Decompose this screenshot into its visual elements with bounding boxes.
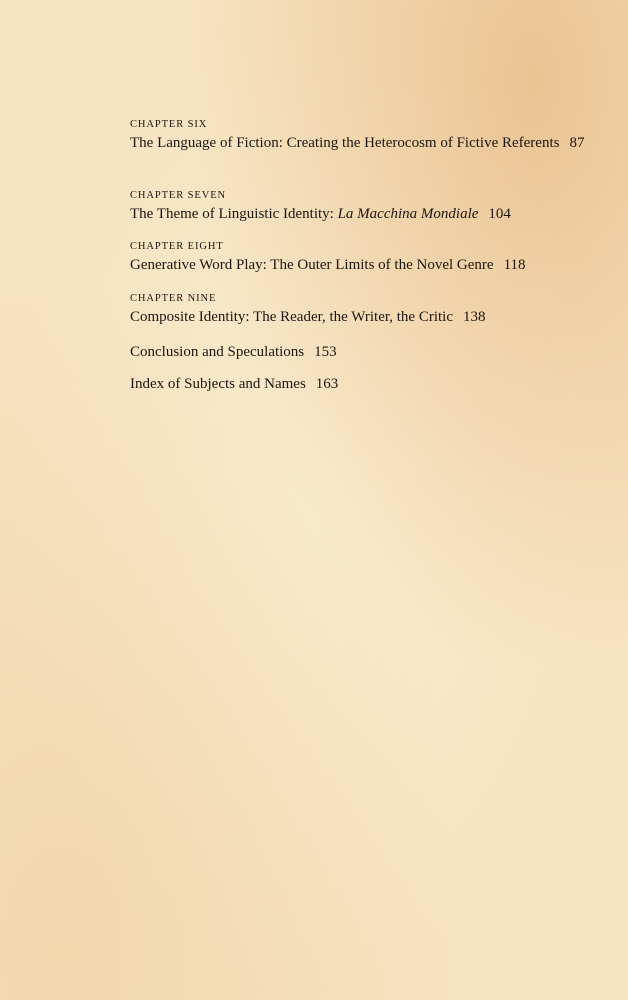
toc-entry-chapter-six <box>130 118 600 153</box>
page-number: 118 <box>503 257 526 273</box>
chapter-title-italic-text: La Macchina Mondiale <box>337 206 479 222</box>
chapter-title-text: The Theme of Linguistic Identity: <box>130 206 334 222</box>
chapter-title-text: The Language of Fiction: Creating the Heterocosm of Fictive Referents <box>130 135 560 151</box>
chapter-title <box>130 134 600 153</box>
chapter-label: CHAPTER NINE <box>130 293 217 304</box>
section-title-text: Index of Subjects and Names <box>130 376 306 392</box>
page-number: 104 <box>488 206 511 222</box>
chapter-title-text: Generative Word Play: The Outer Limits of the Novel Genre <box>130 257 494 273</box>
chapter-title <box>130 205 600 224</box>
page-number: 153 <box>314 344 337 360</box>
chapter-title-text: Composite Identity: The Reader, the Writer, the Critic <box>130 309 453 325</box>
chapter-label: CHAPTER SEVEN <box>130 190 226 201</box>
toc-entry-chapter-nine <box>130 292 600 327</box>
chapter-title <box>130 256 600 275</box>
page-number: 138 <box>462 309 486 325</box>
page-number: 87 <box>569 135 585 151</box>
section-title-text: Conclusion and Speculations <box>130 344 305 360</box>
toc-entry-conclusion <box>130 343 600 362</box>
toc-entry-index <box>130 375 600 394</box>
chapter-label: CHAPTER EIGHT <box>130 241 224 252</box>
toc-entry-chapter-seven <box>130 189 600 224</box>
chapter-label: CHAPTER SIX <box>130 119 208 130</box>
page-number: 163 <box>315 376 339 392</box>
toc-entry-chapter-eight <box>130 240 600 275</box>
chapter-title <box>130 308 600 327</box>
